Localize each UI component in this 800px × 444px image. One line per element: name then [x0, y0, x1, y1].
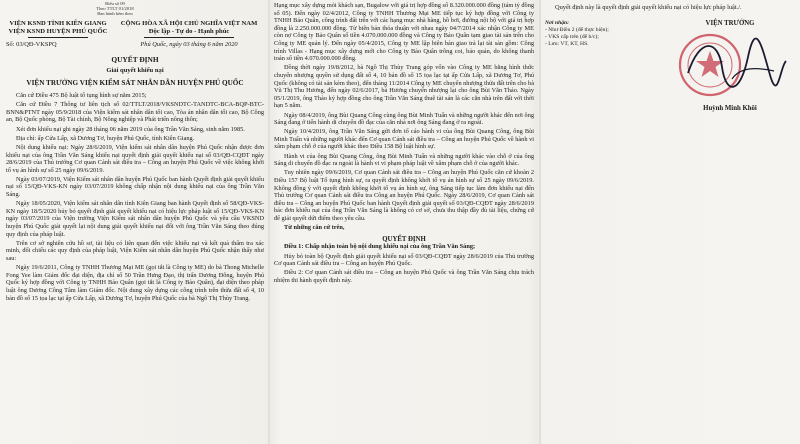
body-paragraph: Nội dung khiếu nại: Ngày 28/6/2019, Viện kiểm sát nhân dân huyện Phú Quốc nhận được đơn khiếu nại của ông Trần Văn Sáng khiếu nại quyết định giải quyết khiếu nại số 03/QĐ-CQĐT ngày 28/6/2019 của Thủ trưởng Cơ quan Cảnh sát điều tra – Công an huyện Phú Quốc về việc không khởi tố vụ án hình sự số 25 ngày 09/6/2019.: [6, 143, 264, 174]
recipient-item: - VKS cấp trên (để b/c);: [545, 33, 599, 40]
agency-block: [6, 20, 110, 38]
authority-line: VIỆN TRƯỞNG VIỆN KIỂM SÁT NHÂN DÂN HUYỆN PHÚ QUỐC: [26, 79, 244, 88]
fold-line: [539, 0, 541, 444]
signature-block: [665, 20, 795, 113]
decision-article-2: Điều 2: Cơ quan Cảnh sát điều tra – Công an huyện Phú Quốc và ông Trần Văn Sáng chịu trách nhiệm thi hành quyết định này.: [274, 269, 534, 284]
body-paragraph: Tuy nhiên ngày 09/6/2019, Cơ quan Cảnh sát điều tra – Công an huyện Phú Quốc căn cứ khoản 2 Điều 157 Bộ luật Tố tụng hình sự, ra quyết định không khởi tố vụ án hình sự số 25 ngày 09/6/2019. Không đồng ý với quyết định không khởi tố vụ án hình sự, ông Sáng tiếp tục làm đơn khiếu nại đến Thủ trưởng Cơ quan Cảnh sát điều tra Công an huyện Phú Quốc. Ngày 28/6/2019, Cơ quan Cảnh sát điều tra – Công an huyện Phú Quốc ban hành Quyết định giải quyết số 03/QĐ-CQĐT ngày 28/6/2019 bác đơn khiếu nại của ông Trần Văn Sáng là không có cơ sở, chưa thu thập đầy đủ tài liệu, chứng cứ để giải quyết dứt điểm theo yêu cầu.: [274, 169, 534, 222]
page-3: [545, 0, 795, 444]
body-paragraph: Trên cơ sở nghiên cứu hồ sơ, tài liệu có liên quan đến việc khiếu nại và kết quả thẩm tra xác minh, đối chiếu các quy định của pháp luật, Viện Kiểm sát nhân dân huyện Phú Quốc nhận thấy như sau:: [6, 239, 264, 263]
page-1: [6, 0, 264, 444]
agency-name: VIỆN KSND HUYỆN PHÚ QUỐC: [8, 27, 108, 35]
body-paragraph: Ngày 08/4/2019, ông Bùi Quang Công cùng ông Bùi Minh Tuấn và những người khác đến nơi ông Sáng đang ở tiến hành di chuyển đồ đạc của căn nhà nơi ông Sáng đang ở ra ngoài.: [274, 111, 534, 127]
recipients-block: [545, 20, 655, 113]
recipients-label: Nơi nhận:: [545, 19, 569, 26]
effect-statement: Quyết định này là quyết định giải quyết khiếu nại có hiệu lực pháp luật./.: [555, 4, 742, 11]
body-paragraph: Từ những căn cứ trên,: [284, 224, 345, 232]
fold-line: [268, 0, 270, 444]
closing-block: [545, 20, 795, 113]
body-paragraph: Căn cứ Điều 475 Bộ luật tố tụng hình sự năm 2015;: [16, 91, 147, 99]
form-note: [6, 1, 264, 17]
document-date: Phú Quốc, ngày 03 tháng 6 năm 2020: [140, 40, 238, 48]
underline: [28, 37, 88, 38]
form-note-line: Biểu số 09: [105, 1, 125, 6]
recipient-item: - Như Điều 2 (để thực hiện);: [545, 26, 609, 33]
form-note-line: Ban hành kèm theo: [97, 11, 133, 17]
underline: [144, 37, 234, 38]
document-subtitle: Giải quyết khiếu nại: [106, 66, 164, 74]
number-date-row: [6, 41, 264, 49]
document-title: QUYẾT ĐỊNH: [111, 55, 159, 65]
signer-name: Huỳnh Minh Khôi: [703, 105, 757, 113]
body-paragraph: Hạng mục xây dựng mỏi khách sạn, Bugalow với giá trị hợp đồng số 8.320.000.000 đồng (tám tỷ đồng số 05). Đến ngày 02/4/2012, Công ty TNHH Thương Mại ME tiếp tục ký hợp đồng với Công ty TNHH Bảo Quân, công trình đất trên với các hạng mục nhà hàng, hồ bơi, đường nội bộ với giá trị hợp đồng là 2.250.000.000 đồng. Từ biên bản thỏa thuận với nhau ngày 04/7/2014 xác nhận Công ty ME còn nợ Công ty Bảo Quân số tiền 4.070.000.000 đồng và Công ty Bảo Quân tạm giao tài sản trên cho Công ty ME quản lý. Đến ngày 05/4/2015, Công ty ME lập biên bản giao trả lại tài sản gồm: Công trình Villas - Hạng mục xây dựng mới cho Công ty Bảo Quân trông coi, bảo quản, do không thanh toán số tiền 4.070.000.000 đồng.: [274, 2, 534, 63]
page-2: [274, 0, 534, 444]
nation-title: CỘNG HÒA XÃ HỘI CHỦ NGHĨA VIỆT NAM: [120, 19, 258, 27]
form-note-line: Theo TTLT 01/2018: [96, 6, 134, 12]
signer-role: VIỆN TRƯỞNG: [705, 19, 755, 27]
body-paragraph: Ngày 19/6/2011, Công ty TNHH Thương Mại ME (gọi tắt là Công ty ME) do bà Thong Michelle Fong Yee làm Giám đốc đại diện, địa chỉ số 50 Trần Hưng Đạo, thị trấn Dương Đông, huyện Phú Quốc ký hợp đồng với Công ty TNHH Bảo Quân (gọi tắt là Công ty Bảo Quân), đại diện theo pháp luật ông Dương Công Tâm làm Giám đốc. Nội dung xây dựng các công trình trên thửa đất số 4, 10 bản đồ số 15 tọa lạc tại ấp Cửa Lấp, xã Dương Tơ, huyện Phú Quốc của bà Ngô Thị Thùy Trang.: [6, 264, 264, 302]
body-paragraph: Địa chỉ: ấp Cửa Lấp, xã Dương Tơ, huyện Phú Quốc, tỉnh Kiên Giang.: [16, 134, 195, 142]
document-number: Số: 03/QĐ-VKSPQ: [6, 40, 57, 48]
decision-article-1-detail: Hủy bỏ toàn bộ Quyết định giải quyết khiếu nại số 03/QĐ-CQĐT ngày 28/6/2019 của Thủ trưởng Cơ quan Cảnh sát điều tra – Công an huyện Phú Quốc.: [274, 252, 534, 268]
body-paragraph: Ngày 10/4/2019, ông Trần Văn Sáng gửi đơn tố cáo hành vi của ông Bùi Quang Công, ông Bùi Minh Tuấn và những người khác đến Cơ quan Cảnh sát điều tra – Công an huyện Phú Quốc về hành vi xâm phạm chỗ ở của người khác theo Điều 158 Bộ luật hình sự.: [274, 128, 534, 151]
page-2-body: [274, 2, 534, 232]
body-paragraph: Ngày 18/05/2020, Viện kiểm sát nhân dân tỉnh Kiên Giang ban hành Quyết định số 58/QĐ-VKS-KN ngày 18/5/2020 hủy bỏ quyết định giải quyết khiếu nại có hiệu lực pháp luật số 15/QĐ-VKS-KN ngày 03/07/2019 của Viện trưởng Viện Kiểm sát nhân dân huyện Phú Quốc và yêu cầu VKSND huyện Phú Quốc giải quyết lại nội dung giải quyết khiếu nại đối với ông Trần Văn Sáng theo đúng quy định của pháp luật.: [6, 200, 264, 238]
decision-article-1: Điều 1: Chấp nhận toàn bộ nội dung khiếu nại của ông Trần Văn Sáng;: [284, 243, 476, 251]
body-paragraph: Căn cứ Điều 7 Thông tư liên tịch số 02/TTLT/2018/VKSNDTC-TANDTC-BCA-BQP-BTC-BNN&PTNT ngày 05/9/2018 của Viện kiểm sát nhân dân tối cao, Tòa án nhân dân tối cao, Bộ Công an, Bộ Quốc phòng, Bộ Tài chính, Bộ Nông nghiệp và Phát triển nông thôn;: [6, 101, 264, 124]
agency-parent: VIỆN KSND TỈNH KIÊN GIANG: [9, 19, 107, 27]
body-paragraph: Đồng thời ngày 19/8/2012, bà Ngô Thị Thùy Trang góp vốn vào Công ty ME bằng hình thức chuyển nhượng quyền sử dụng đất số 4, 10 bản đồ số 15 tọa lạc tại ấp Cửa Lấp, xã Dương Tơ, Phú Quốc (không có tài sản kèm theo), đến tháng 11/2014 Công ty ME chuyển nhượng thửa đất trên cho bà Vũ Thị Thu Hương, đến ngày 02/6/2017, bà Hương chuyển nhượng lại cho ông Bùi Văn Thảo. Ngày 05/1/2019, ông Thảo ký hợp đồng cho ông Trần Văn Sáng thuê tài sản là các căn nhà trên đất với thời hạn 5 năm.: [274, 64, 534, 110]
document-header: [6, 20, 264, 38]
body-paragraph: Hành vi của ông Bùi Quang Công, ông Bùi Minh Tuấn và những người khác vào chỗ ở của ông Sáng di chuyển đồ đạc ra ngoài là hành vi vi phạm pháp luật về xâm phạm chỗ ở của người khác.: [274, 152, 534, 168]
body-paragraph: Ngày 03/07/2019, Viện Kiểm sát nhân dân huyện Phú Quốc ban hành Quyết định giải quyết khiếu nại số 15/QĐ-VKS-KN ngày 03/07/2019 không chấp nhận nội dung khiếu nại của ông Trần Văn Sáng.: [6, 175, 264, 199]
page-1-body: [6, 92, 264, 302]
recipient-item: - Lưu: VT, KT, HS.: [545, 40, 589, 47]
decision-title: QUYẾT ĐỊNH: [382, 235, 426, 243]
nation-motto: Độc lập - Tự do - Hạnh phúc: [148, 27, 230, 35]
nation-block: [114, 20, 264, 38]
body-paragraph: Xét đơn khiếu nại ghi ngày 28 tháng 06 năm 2019 của ông Trần Văn Sáng, sinh năm 1985.: [16, 125, 245, 133]
seal-and-signature-icon: [670, 27, 790, 103]
